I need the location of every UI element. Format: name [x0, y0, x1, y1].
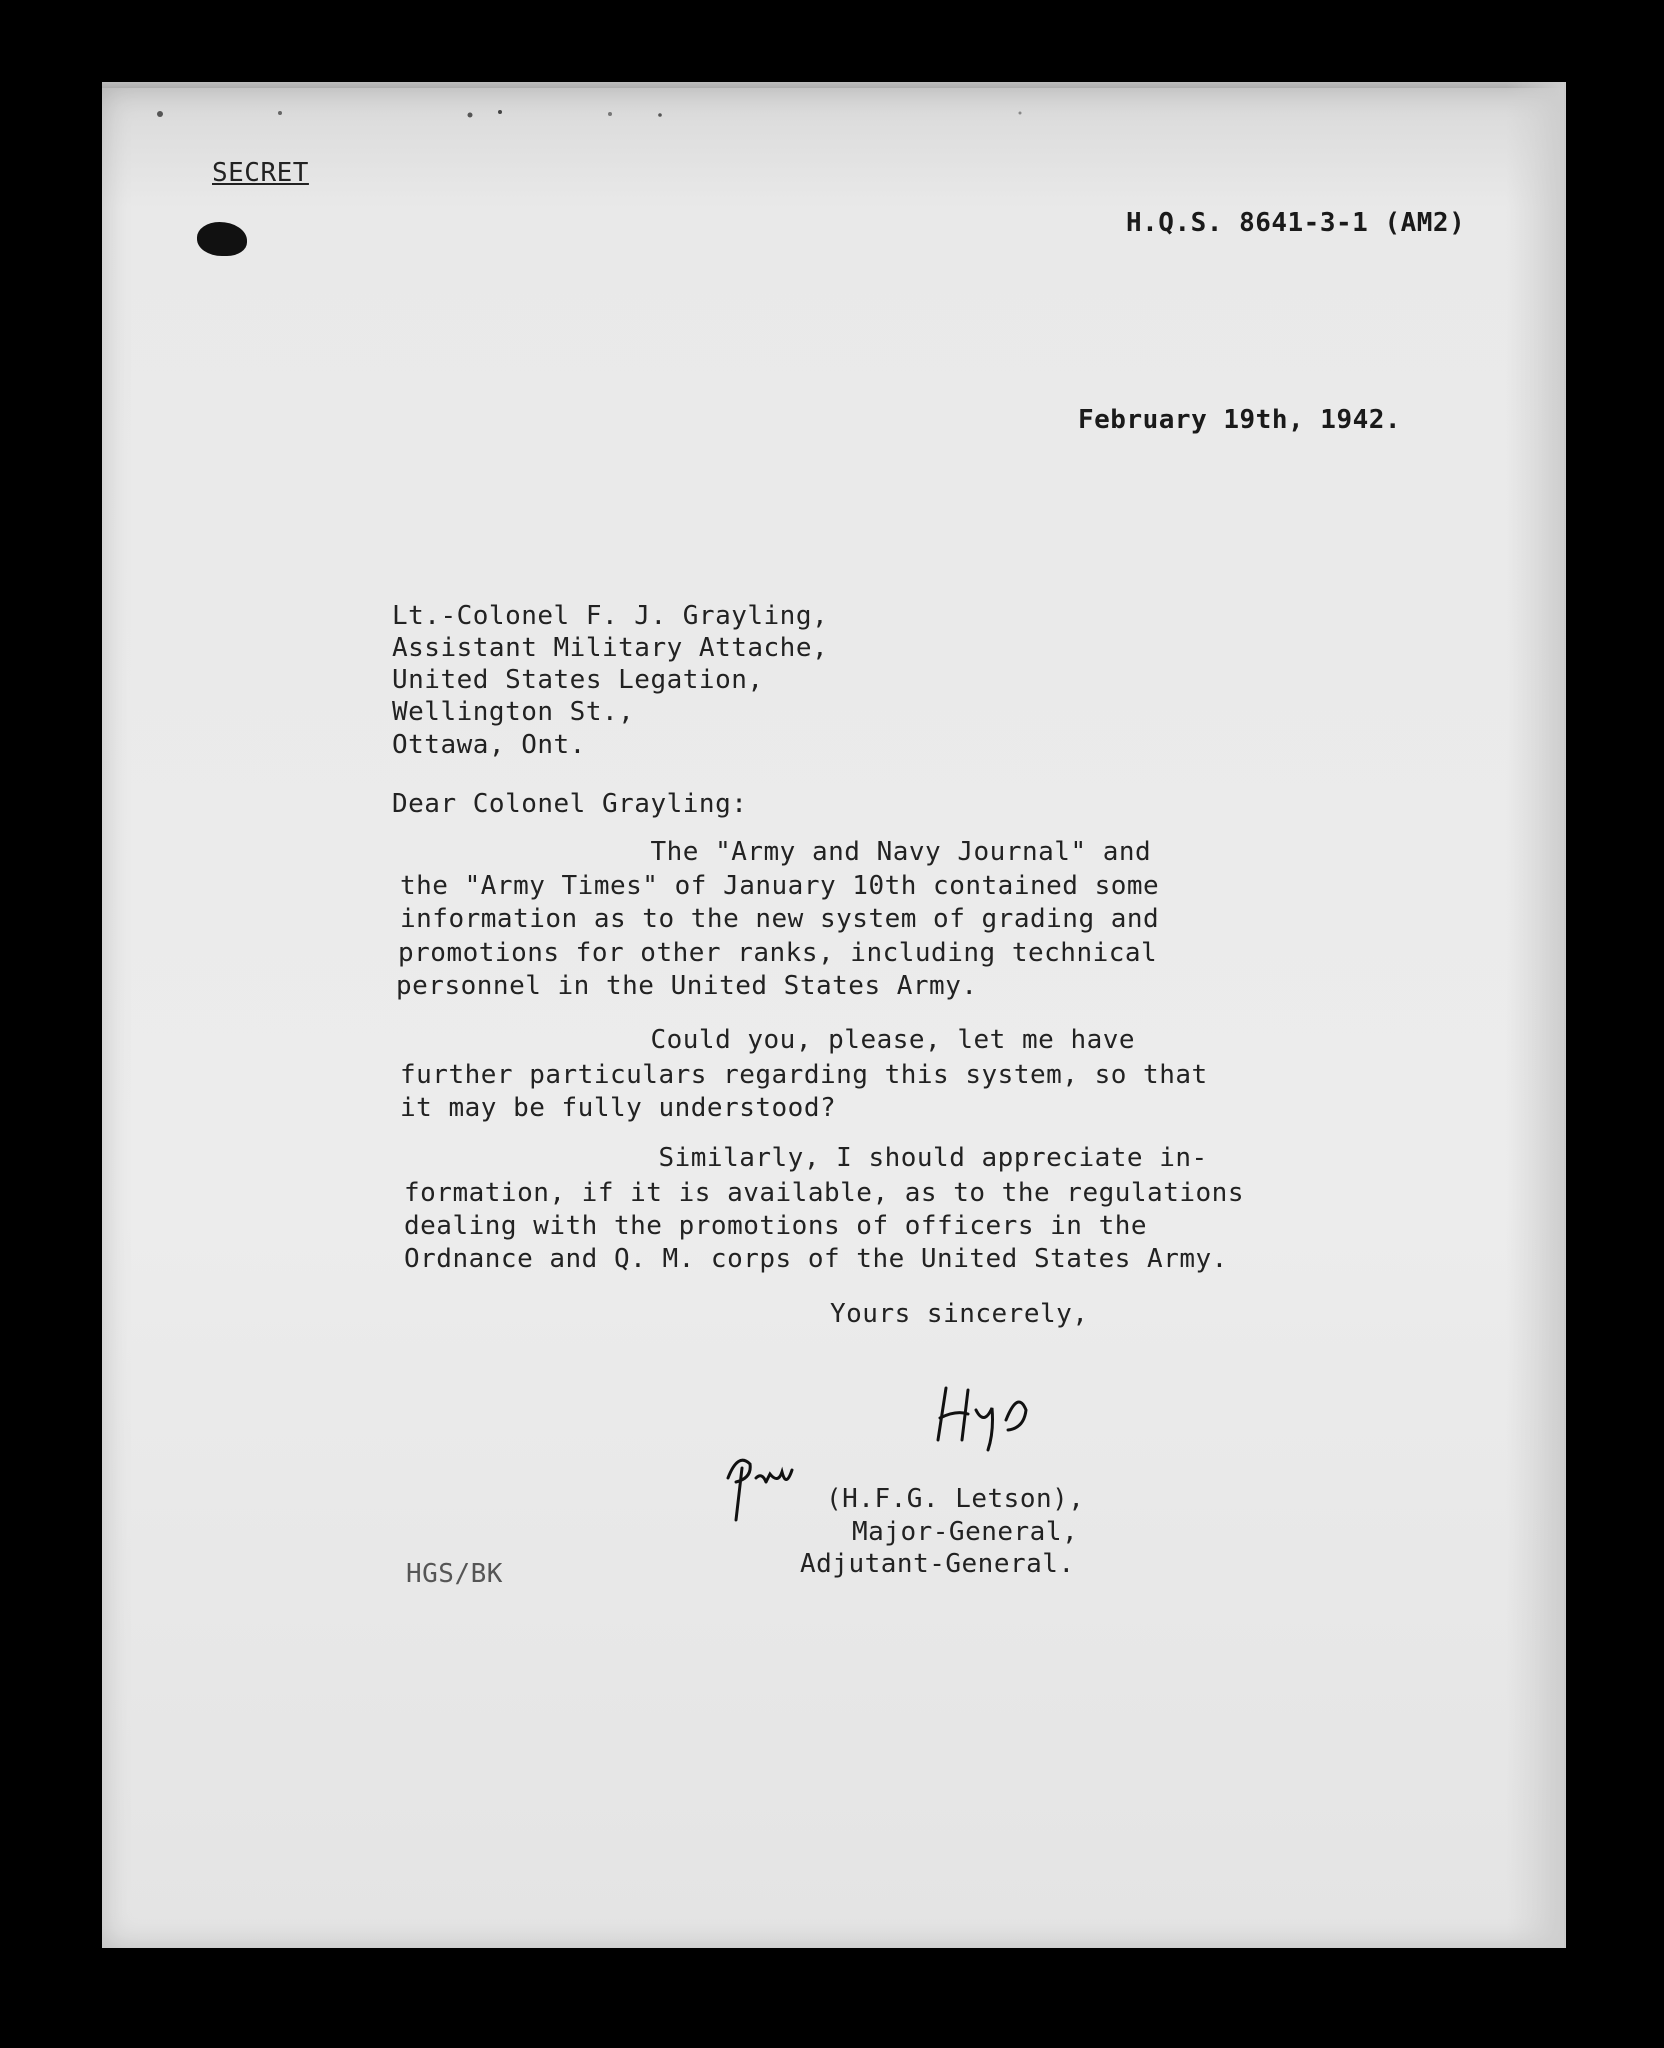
body-line: promotions for other ranks, including technical: [398, 938, 1158, 968]
handwritten-initials-signature: [928, 1380, 1078, 1460]
letter-sheet: [102, 88, 1564, 1948]
body-line: Could you, please, let me have: [392, 1025, 1136, 1055]
salutation: Dear Colonel Grayling:: [392, 789, 748, 819]
addressee-line: United States Legation,: [392, 665, 764, 695]
scan-specks: [140, 108, 1540, 120]
addressee-line: Assistant Military Attache,: [392, 633, 829, 663]
signatory-name: (H.F.G. Letson),: [826, 1484, 1085, 1514]
body-line: further particulars regarding this system, so that: [400, 1060, 1208, 1090]
typist-initials: HGS/BK: [406, 1559, 503, 1589]
classification-mark: SECRET: [212, 158, 309, 188]
closing: Yours sincerely,: [830, 1299, 1089, 1329]
letter-date: February 19th, 1942.: [1078, 405, 1402, 435]
body-line: The "Army and Navy Journal" and: [392, 837, 1152, 867]
body-line: it may be fully understood?: [400, 1093, 837, 1123]
body-line: dealing with the promotions of officers in the: [404, 1211, 1148, 1241]
body-line: Similarly, I should appreciate in-: [400, 1143, 1208, 1173]
body-line: information as to the new system of grading and: [400, 904, 1160, 934]
addressee-line: Wellington St.,: [392, 697, 635, 727]
signatory-title: Adjutant-General.: [800, 1549, 1075, 1579]
sheet-right-edge: [1506, 82, 1566, 1948]
body-line: the "Army Times" of January 10th contained some: [400, 871, 1160, 901]
ink-blot: [197, 222, 247, 256]
body-line: formation, if it is available, as to the regulations: [404, 1178, 1244, 1208]
body-line: Ordnance and Q. M. corps of the United States Army.: [404, 1244, 1228, 1274]
file-reference: H.Q.S. 8641-3-1 (AM2): [1126, 208, 1466, 238]
signatory-rank: Major-General,: [852, 1517, 1079, 1547]
addressee-line: Lt.-Colonel F. J. Grayling,: [392, 601, 829, 631]
body-line: personnel in the United States Army.: [396, 971, 978, 1001]
addressee-line: Ottawa, Ont.: [392, 730, 586, 760]
handwritten-per-mark: [722, 1448, 842, 1528]
